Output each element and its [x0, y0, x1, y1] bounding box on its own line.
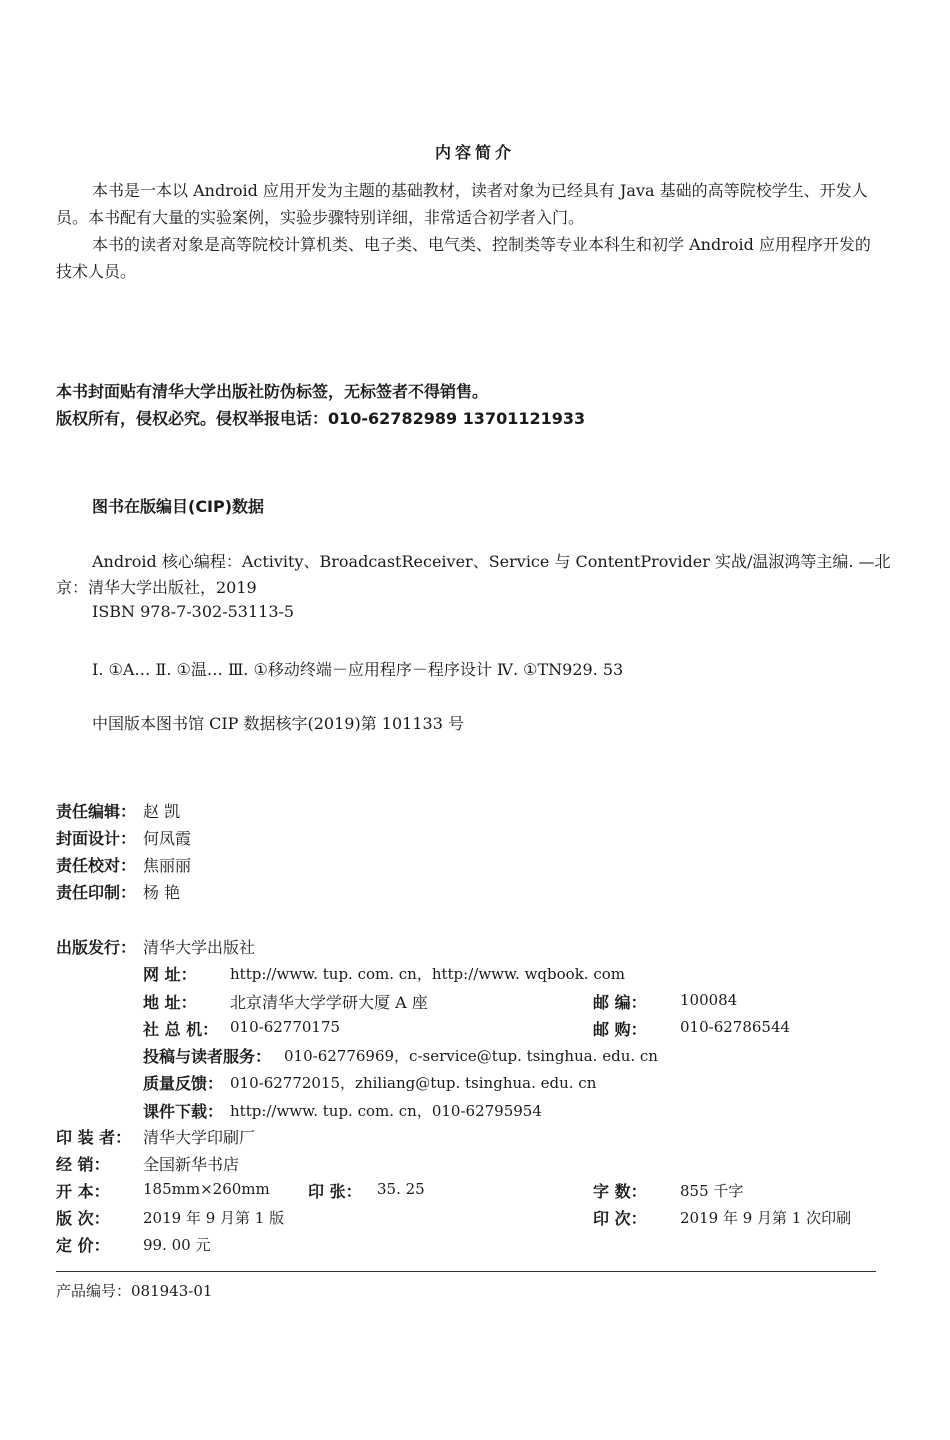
- staff-value: 赵 凯: [143, 802, 181, 821]
- price-value: 99. 00 元: [143, 1236, 211, 1254]
- copyright-notice: 版权所有，侵权必究。侵权举报电话：010-62782989 13701121933: [56, 409, 586, 428]
- intro-paragraph-1: 本书是一本以 Android 应用开发为主题的基础教材，读者对象为已经具有 Java 基础的高等院校学生、开发人员。本书配有大量的实验案例，实验步骤特别详细，非常适合初学者入门。: [56, 181, 868, 227]
- quality-feedback-value: 010-62772015，zhiliang@tup. tsinghua. edu. cn: [230, 1074, 597, 1092]
- switchboard-value: 010-62770175: [230, 1018, 341, 1036]
- publisher-label: 出版发行：: [56, 938, 137, 957]
- cip-record: 中国版本图书馆 CIP 数据核字(2019)第 101133 号: [92, 714, 464, 733]
- printer-label: 印 装 者：: [56, 1128, 132, 1147]
- switchboard-label: 社 总 机：: [143, 1020, 219, 1039]
- page-title: 内容简介: [434, 143, 515, 162]
- divider-line: [56, 1271, 876, 1272]
- address-label: 地 址：: [143, 993, 197, 1012]
- printing-label: 印 次：: [593, 1209, 647, 1228]
- quality-feedback-label: 质量反馈：: [143, 1074, 224, 1093]
- courseware-download-label: 课件下载：: [143, 1102, 224, 1121]
- sheets-value: 35. 25: [377, 1180, 425, 1198]
- sheets-label: 印 张：: [308, 1182, 362, 1201]
- courseware-download-value: http://www. tup. com. cn，010-62795954: [230, 1102, 542, 1120]
- website-label: 网 址：: [143, 965, 197, 984]
- staff-label: 封面设计：: [56, 829, 137, 848]
- format-label: 开 本：: [56, 1182, 110, 1201]
- distributor-value: 全国新华书店: [143, 1155, 240, 1174]
- printer-value: 清华大学印刷厂: [143, 1128, 256, 1147]
- cip-classification: Ⅰ. ①A… Ⅱ. ①温… Ⅲ. ①移动终端－应用程序－程序设计 Ⅳ. ①TN929. 53: [92, 660, 624, 679]
- reader-service-label: 投稿与读者服务：: [143, 1047, 272, 1066]
- cip-line-1: Android 核心编程：Activity、BroadcastReceiver、Service 与 ContentProvider 实战/温淑鸿等主编. —北: [92, 552, 891, 571]
- publisher-value: 清华大学出版社: [143, 938, 256, 957]
- printing-value: 2019 年 9 月第 1 次印刷: [680, 1209, 852, 1227]
- mailorder-label: 邮 购：: [593, 1020, 647, 1039]
- staff-label: 责任印制：: [56, 883, 137, 902]
- price-label: 定 价：: [56, 1236, 110, 1255]
- cip-isbn: ISBN 978-7-302-53113-5: [92, 602, 295, 621]
- intro-paragraph-2: 本书的读者对象是高等院校计算机类、电子类、电气类、控制类等专业本科生和初学 Android 应用程序开发的技术人员。: [56, 235, 871, 281]
- staff-value: 焦丽丽: [143, 856, 192, 875]
- staff-value: 何凤霞: [143, 829, 192, 848]
- cip-heading: 图书在版编目(CIP)数据: [92, 497, 265, 516]
- edition-label: 版 次：: [56, 1209, 110, 1228]
- anti-counterfeit-notice: 本书封面贴有清华大学出版社防伪标签，无标签者不得销售。: [56, 382, 489, 401]
- postcode-label: 邮 编：: [593, 993, 647, 1012]
- edition-value: 2019 年 9 月第 1 版: [143, 1209, 285, 1227]
- staff-label: 责任编辑：: [56, 802, 137, 821]
- address-value: 北京清华大学学研大厦 A 座: [230, 993, 428, 1012]
- reader-service-value: 010-62776969，c-service@tup. tsinghua. edu. cn: [284, 1047, 658, 1065]
- word-count-value: 855 千字: [680, 1182, 744, 1200]
- staff-value: 杨 艳: [143, 883, 181, 902]
- website-value: http://www. tup. com. cn，http://www. wqbook. com: [230, 965, 625, 983]
- cip-line-2: 京：清华大学出版社，2019: [56, 578, 257, 597]
- format-value: 185mm×260mm: [143, 1180, 270, 1198]
- staff-label: 责任校对：: [56, 856, 137, 875]
- distributor-label: 经 销：: [56, 1155, 110, 1174]
- postcode-value: 100084: [680, 991, 738, 1009]
- product-code: 产品编号：081943-01: [56, 1282, 213, 1300]
- word-count-label: 字 数：: [593, 1182, 647, 1201]
- mailorder-value: 010-62786544: [680, 1018, 791, 1036]
